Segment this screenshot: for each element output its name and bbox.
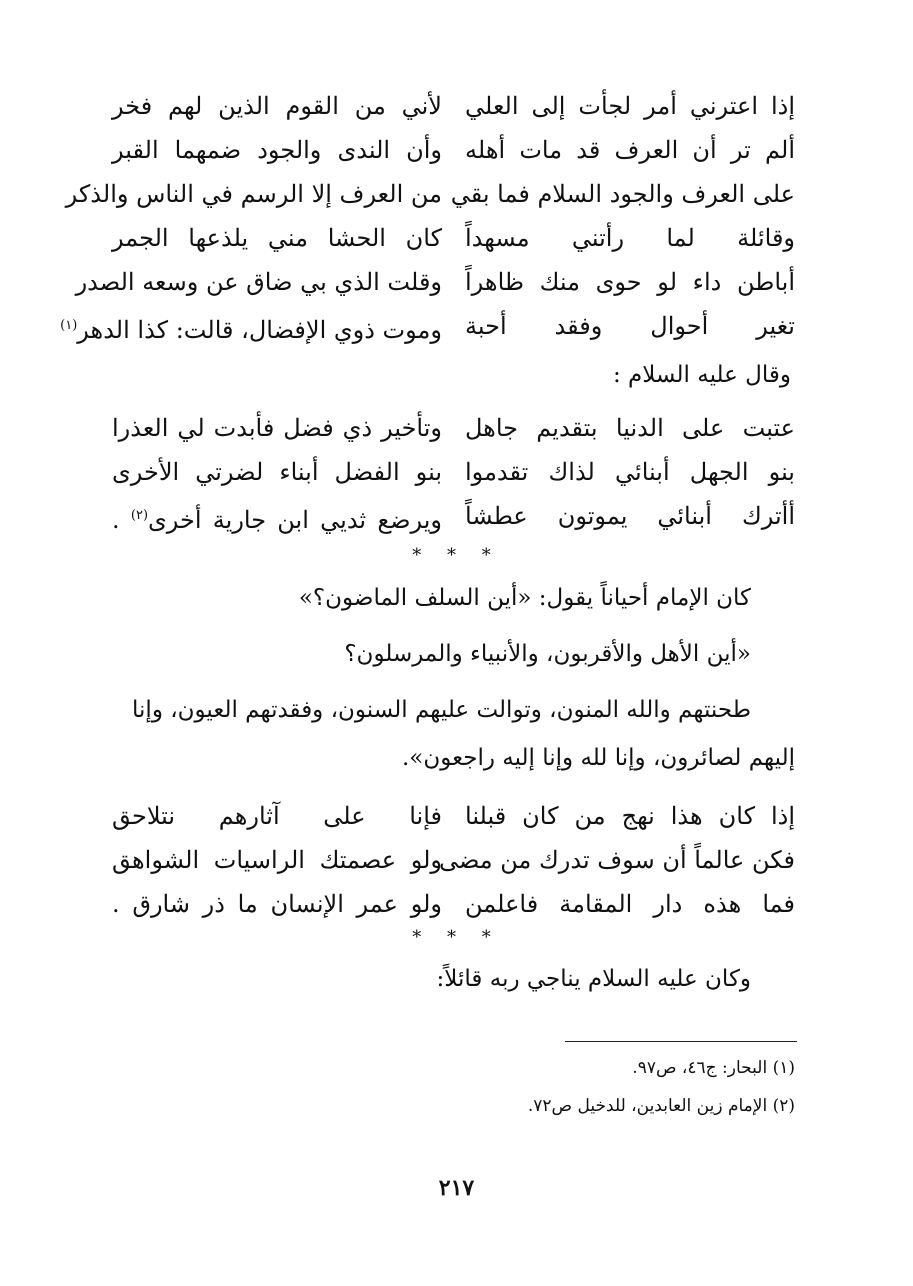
end-mark: .	[112, 506, 120, 534]
verse-line: فإنا على آثارهم نتلاحق	[112, 802, 442, 830]
page-number: ٢١٧	[438, 1175, 475, 1201]
poem-3-left-column	[112, 794, 442, 926]
verse-line	[112, 494, 442, 542]
footnote-marker: (١)	[60, 318, 78, 333]
verse-line: ولو عصمتك الراسيات الشواهق	[112, 846, 442, 874]
poem-1-right-column	[450, 84, 795, 348]
footnote: (٢) الإمام زين العابدين، للدخيل ص٧٢.	[527, 1096, 795, 1116]
verse-line: على العرف والجود السلام فما بقي	[450, 180, 795, 208]
verse-line: وقائلة لما رأتني مسهداً	[465, 224, 795, 252]
verse-line: إذا اعترني أمر لجأت إلى العلي	[465, 92, 795, 120]
verse-line: ألم تر أن العرف قد مات أهله	[465, 136, 795, 164]
verse-line: فما هذه دار المقامة فاعلمن	[465, 890, 795, 918]
prose-line: طحنتهم والله المنون، وتوالت عليهم السنون، وفقدتهم العيون، وإنا	[132, 697, 751, 723]
footnote-marker: (٢)	[130, 508, 149, 523]
footnote-rule	[565, 1041, 797, 1042]
prose-line: كان الإمام أحياناً يقول: «أين السلف الماضون؟»	[298, 585, 751, 611]
verse-line: عتبت على الدنيا بتقديم جاهل	[465, 414, 795, 442]
poem-2-left-column	[112, 406, 442, 542]
verse-line	[60, 304, 442, 352]
verse-line: وتأخير ذي فضل فأبدت لي العذرا	[112, 414, 442, 442]
prose-line: «أين الأهل والأقربون، والأنبياء والمرسلون؟	[344, 641, 751, 667]
closing-line: وكان عليه السلام يناجي ربه قائلاً:	[436, 966, 751, 992]
verse-line: وأن الندى والجود ضمهما القبر	[112, 136, 442, 164]
verse-line: كان الحشا مني يلذعها الجمر	[112, 224, 442, 252]
intro-line: وقال عليه السلام :	[613, 362, 791, 388]
verse-line: تغير أحوال وفقد أحبة	[465, 312, 795, 340]
poem-3-right-column	[438, 794, 795, 926]
footnote: (١) البحار: ج٤٦، ص٩٧.	[632, 1058, 795, 1078]
verse-line: بنو الفضل أبناء لضرتي الأخرى	[112, 458, 442, 486]
section-separator: * * *	[412, 927, 501, 948]
verse-line: لأني من القوم الذين لهم فخر	[112, 92, 442, 120]
verse-line: أباطن داء لو حوى منك ظاهراً	[465, 268, 795, 296]
verse-line: من العرف إلا الرسم في الناس والذكر	[65, 180, 442, 208]
section-separator: * * *	[412, 545, 501, 566]
verse-line: إذا كان هذا نهج من كان قبلنا	[465, 802, 795, 830]
verse-line: بنو الجهل أبنائي لذاك تقدموا	[465, 458, 795, 486]
verse-text: ويرضع ثديي ابن جارية أخرى	[148, 506, 442, 534]
verse-text: وموت ذوي الإفضال، قالت: كذا الدهر	[77, 316, 442, 344]
verse-line: ولو عمر الإنسان ما ذر شارق .	[112, 890, 442, 918]
prose-line: إليهم لصائرون، وإنا لله وإنا إليه راجعون».	[402, 745, 795, 771]
verse-line: فكن عالماً أن سوف تدرك من مضى	[438, 846, 795, 874]
poem-1-left-column	[60, 84, 442, 352]
verse-line: أأترك أبنائي يموتون عطشاً	[465, 502, 795, 530]
verse-line: وقلت الذي بي ضاق عن وسعه الصدر	[75, 268, 442, 296]
poem-2-right-column	[465, 406, 795, 538]
